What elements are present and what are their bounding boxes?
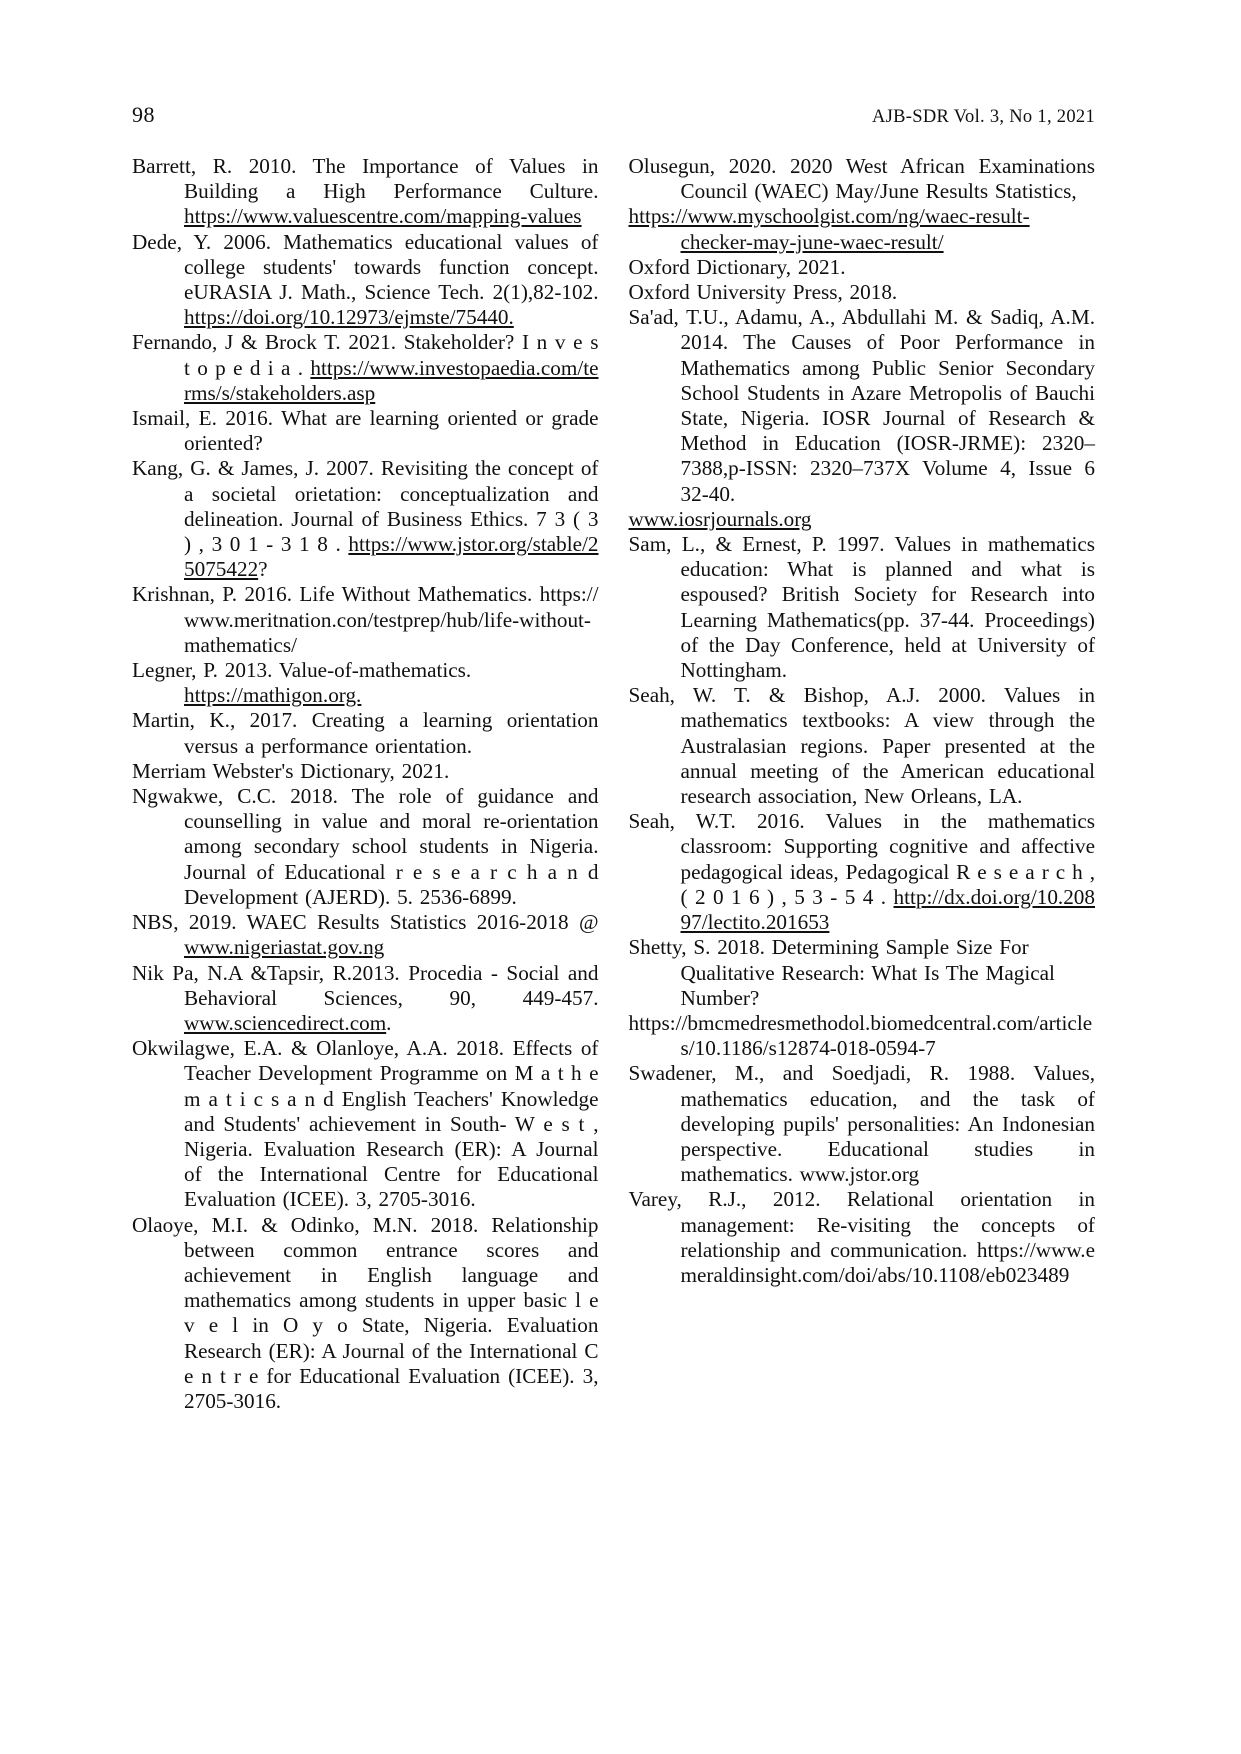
reference-link[interactable]: www.sciencedirect.com: [184, 1010, 387, 1035]
reference-link[interactable]: www.iosrjournals.org: [628, 506, 812, 531]
reference-entry: [132, 658, 599, 708]
reference-text: Seah, W. T. & Bishop, A.J. 2000. Values in mathematics textbooks: A view through the Australasian regions. Paper presented at the annual meeting of the American educational research association, New Orleans, LA.: [628, 683, 1095, 809]
reference-entry: [132, 406, 599, 456]
reference-entry: [629, 507, 1096, 532]
reference-text: Seah, W.T. 2016. Values in the mathematics classroom: Supporting cognitive and affective pedagogical ideas, Pedagogical R e s e a r c h , ( 2 0 1 6 ) , 5 3 - 5 4 .: [628, 809, 1095, 909]
reference-text: https://www.meritnation.con/testprep/hub/life-without-mathematics/: [184, 582, 599, 657]
reference-link[interactable]: https://doi.org/10.12973/ejmste/75440.: [184, 305, 514, 330]
reference-text: Legner, P. 2013. Value-of-mathematics.: [132, 658, 472, 683]
reference-text: Okwilagwe, E.A. & Olanloye, A.A. 2018. Effects of Teacher Development Programme on M a t h e m a t i c s a n d English Teachers' Knowledge and Students' achievement in South- W e s t , Nigeria. Evaluation Research (ER): A Journal of the International Centre for Educational Evaluation (ICEE). 3, 2705-3016.: [132, 1036, 599, 1212]
left-column: [132, 154, 599, 1414]
right-column: [629, 154, 1096, 1414]
reference-entry: [629, 204, 1096, 254]
reference-text: Ismail, E. 2016. What are learning oriented or grade oriented?: [132, 406, 599, 456]
reference-entry: [629, 683, 1096, 809]
reference-entry: [132, 759, 599, 784]
reference-text: NBS, 2019. WAEC Results Statistics 2016-2018 @: [132, 910, 599, 935]
reference-link[interactable]: https://www.valuescentre.com/mapping-values: [184, 204, 582, 229]
page-number: 98: [132, 102, 155, 127]
reference-text: .: [386, 1010, 392, 1035]
reference-text: Oxford University Press, 2018.: [628, 280, 898, 305]
reference-entry: [629, 1011, 1096, 1061]
reference-text: ?: [258, 557, 268, 582]
reference-entry: [629, 255, 1096, 280]
reference-entry: [629, 809, 1096, 935]
reference-entry: [629, 305, 1096, 507]
reference-entry: [132, 154, 599, 230]
journal-header: AJB-SDR Vol. 3, No 1, 2021: [872, 107, 1095, 127]
reference-text: https://bmcmedresmethodol.biomedcentral.com/articles/10.1186/s12874-018-0594-7: [628, 1010, 1093, 1061]
reference-link[interactable]: http://dx.doi.org/10.20897/lectito.201653: [680, 884, 1095, 935]
reference-entry: [629, 1061, 1096, 1187]
reference-text: Martin, K., 2017. Creating a learning orientation versus a performance orientation.: [132, 708, 599, 758]
reference-entry: [132, 582, 599, 658]
reference-text: Barrett, R. 2010. The Importance of Values in Building a High Performance Culture.: [132, 154, 599, 204]
reference-text: Ngwakwe, C.C. 2018. The role of guidance and counselling in value and moral re-orientation among secondary school students in Nigeria. Journal of Educational r e s e a r c h a n d Development (AJERD). 5. 2536-6899.: [132, 784, 599, 909]
reference-link[interactable]: www.nigeriastat.gov.ng: [184, 935, 385, 960]
reference-text: Kang, G. & James, J. 2007. Revisiting the concept of a societal orietation: conceptualization and delineation. Journal of Business Ethics. 7 3 ( 3 ) , 3 0 1 - 3 1 8 .: [132, 456, 599, 557]
reference-text: Swadener, M., and Soedjadi, R. 1988. Values, mathematics education, and the task of developing pupils' personalities: An Indonesian perspective. Educational studies in mathematics. www.jstor.org: [628, 1061, 1095, 1187]
reference-entry: [629, 280, 1096, 305]
reference-text: Oxford Dictionary, 2021.: [628, 254, 846, 279]
reference-entry: [132, 784, 599, 910]
reference-text: Merriam Webster's Dictionary, 2021.: [132, 758, 450, 783]
reference-entry: [132, 1036, 599, 1212]
page-header: [132, 102, 1095, 128]
reference-text: Krishnan, P. 2016. Life Without Mathematics.: [132, 582, 540, 607]
reference-entry: [629, 154, 1096, 204]
reference-entry: [132, 230, 599, 331]
reference-link[interactable]: https://mathigon.org.: [184, 683, 362, 708]
reference-text: Olusegun, 2020. 2020 West African Examinations Council (WAEC) May/June Results Statistics,: [628, 154, 1095, 204]
reference-link[interactable]: https://www.jstor.org/stable/25075422: [184, 532, 599, 582]
reference-text: Sam, L., & Ernest, P. 1997. Values in mathematics education: What is planned and what is espoused? British Society for Research into Learning Mathematics(pp. 37-44. Proceedings) of the Day Conference, held at University of Nottingham.: [628, 532, 1095, 683]
reference-entry: [629, 935, 1096, 1011]
reference-text: https://www.emeraldinsight.com/doi/abs/10.1108/eb023489: [680, 1237, 1095, 1287]
reference-text: Shetty, S. 2018. Determining Sample Size For Qualitative Research: What Is The Magical Number?: [628, 935, 1055, 1010]
reference-entry: [132, 330, 599, 406]
reference-text: Olaoye, M.I. & Odinko, M.N. 2018. Relationship between common entrance scores and achievement in English language and mathematics among students in upper basic l e v e l in O y o State, Nigeria. Evaluation Research (ER): A Journal of the International C e n t r e for Educational Evaluation (ICEE). 3, 2705-3016.: [132, 1212, 599, 1413]
reference-entry: [132, 961, 599, 1037]
reference-text: Dede, Y. 2006. Mathematics educational values of college students' towards function concept. eURASIA J. Math., Science Tech. 2(1),82-102.: [132, 229, 599, 305]
reference-link[interactable]: https://www.investopaedia.com/terms/s/stakeholders.asp: [184, 355, 599, 405]
reference-entry: [132, 708, 599, 758]
reference-entry: [132, 1213, 599, 1415]
reference-link[interactable]: https://www.myschoolgist.com/ng/waec-result-checker-may-june-waec-result/: [628, 204, 1030, 254]
reference-entry: [132, 456, 599, 582]
reference-text: Fernando, J & Brock T. 2021. Stakeholder? I n v e s t o p e d i a .: [132, 330, 599, 380]
reference-entry: [629, 1187, 1096, 1288]
reference-text: Varey, R.J., 2012. Relational orientation in management: Re-visiting the concepts of relationship and communication.: [628, 1187, 1095, 1262]
reference-text: Sa'ad, T.U., Adamu, A., Abdullahi M. & Sadiq, A.M. 2014. The Causes of Poor Performance in Mathematics among Public Senior Secondary School Students in Azare Metropolis of Bauchi State, Nigeria. IOSR Journal of Research & Method in Education (IOSR-JRME): 2320–7388,p-ISSN: 2320–737X Volume 4, Issue 6 32-40.: [628, 305, 1095, 506]
reference-entry: [629, 532, 1096, 683]
reference-text: Nik Pa, N.A &Tapsir, R.2013. Procedia - Social and Behavioral Sciences, 90, 449-457.: [132, 960, 599, 1010]
reference-entry: [132, 910, 599, 960]
references-section: [132, 154, 1095, 1414]
